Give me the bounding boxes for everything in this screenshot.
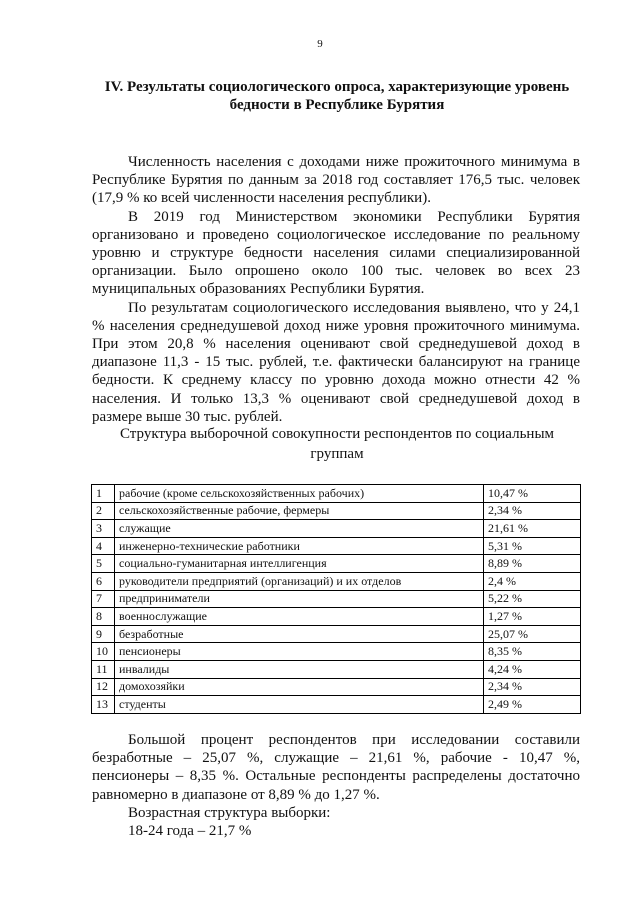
group-share: 5,22 % bbox=[484, 590, 581, 608]
group-share: 8,89 % bbox=[484, 555, 581, 573]
row-number: 1 bbox=[92, 485, 115, 503]
social-group: социально-гуманитарная интеллигенция bbox=[115, 555, 484, 573]
table-row bbox=[92, 625, 581, 643]
group-share: 2,34 % bbox=[484, 678, 581, 696]
section-heading: IV. Результаты социологического опроса, характеризующие уровень бедности в Республике Бурятия bbox=[104, 79, 570, 113]
table-row bbox=[92, 485, 581, 503]
row-number: 3 bbox=[92, 520, 115, 538]
page-number: 9 bbox=[317, 38, 323, 50]
social-group: пенсионеры bbox=[115, 643, 484, 661]
group-share: 2,49 % bbox=[484, 696, 581, 714]
group-share: 2,34 % bbox=[484, 502, 581, 520]
social-group: инвалиды bbox=[115, 660, 484, 678]
conclusion-text bbox=[92, 731, 580, 840]
group-share: 1,27 % bbox=[484, 608, 581, 626]
group-share: 21,61 % bbox=[484, 520, 581, 538]
paragraph: В 2019 год Министерством экономики Республики Бурятия организовано и проведено социологическое исследование по реальному уровню и структуре бедности населения силами специализированной организации. Было опрошено около 100 тыс. человек во всех 23 муниципальных образованиях Республики Бурятия. bbox=[92, 208, 580, 298]
paragraph: Численность населения с доходами ниже прожиточного минимума в Республике Бурятия по данным за 2018 год составляет 176,5 тыс. человек (17,9 % ко всей численности населения республики). bbox=[92, 154, 580, 207]
social-group: предприниматели bbox=[115, 590, 484, 608]
paragraph: Большой процент респондентов при исследовании составили безработные – 25,07 %, служащие – 21,61 %, рабочие - 10,47 %, пенсионеры – 8,35 %. Остальные респонденты распределены достаточно равномерно в диапазоне от 8,89 % до 1,27 %. bbox=[92, 732, 580, 803]
paragraph: По результатам социологического исследования выявлено, что у 24,1 % населения среднедушевой доход ниже уровня прожиточного минимума. При этом 20,8 % населения оценивают свой среднедушевой доход в диапазоне 11,3 - 15 тыс. рублей, т.е. фактически балансируют на границе бедности. К среднему классу по уровню дохода можно отнести 42 % населения. И только 13,3 % оценивают свой среднедушевой доход в размере выше 30 тыс. рублей. bbox=[92, 299, 580, 425]
table-row bbox=[92, 590, 581, 608]
group-share: 4,24 % bbox=[484, 660, 581, 678]
age-structure-line: 18-24 года – 21,7 % bbox=[128, 823, 252, 840]
social-group: руководители предприятий (организаций) и их отделов bbox=[115, 572, 484, 590]
table-row bbox=[92, 537, 581, 555]
social-group: военнослужащие bbox=[115, 608, 484, 626]
group-share: 8,35 % bbox=[484, 643, 581, 661]
row-number: 4 bbox=[92, 537, 115, 555]
table-row bbox=[92, 696, 581, 714]
table-row bbox=[92, 643, 581, 661]
social-group: сельскохозяйственные рабочие, фермеры bbox=[115, 502, 484, 520]
social-group: безработные bbox=[115, 625, 484, 643]
table-caption: Структура выборочной совокупности респондентов по социальным группам bbox=[119, 426, 555, 462]
group-share: 2,4 % bbox=[484, 572, 581, 590]
social-groups-table bbox=[91, 484, 581, 714]
row-number: 8 bbox=[92, 608, 115, 626]
group-share: 10,47 % bbox=[484, 485, 581, 503]
table-row bbox=[92, 520, 581, 538]
row-number: 7 bbox=[92, 590, 115, 608]
row-number: 11 bbox=[92, 660, 115, 678]
social-group: студенты bbox=[115, 696, 484, 714]
row-number: 12 bbox=[92, 678, 115, 696]
table-row bbox=[92, 572, 581, 590]
table-row bbox=[92, 502, 581, 520]
group-share: 5,31 % bbox=[484, 537, 581, 555]
row-number: 13 bbox=[92, 696, 115, 714]
group-share: 25,07 % bbox=[484, 625, 581, 643]
table-row bbox=[92, 555, 581, 573]
table-row bbox=[92, 678, 581, 696]
table-row bbox=[92, 660, 581, 678]
social-group: домохозяйки bbox=[115, 678, 484, 696]
social-group: рабочие (кроме сельскохозяйственных рабочих) bbox=[115, 485, 484, 503]
age-structure-heading: Возрастная структура выборки: bbox=[128, 804, 331, 821]
social-group: служащие bbox=[115, 520, 484, 538]
table-row bbox=[92, 608, 581, 626]
row-number: 5 bbox=[92, 555, 115, 573]
row-number: 6 bbox=[92, 572, 115, 590]
row-number: 10 bbox=[92, 643, 115, 661]
row-number: 2 bbox=[92, 502, 115, 520]
social-group: инженерно-технические работники bbox=[115, 537, 484, 555]
row-number: 9 bbox=[92, 625, 115, 643]
intro-text bbox=[92, 153, 580, 426]
